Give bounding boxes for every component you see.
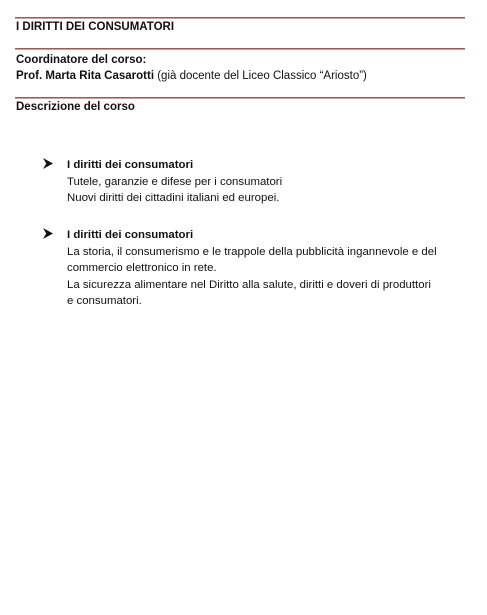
title-rule [15,48,465,50]
description-label: Descrizione del corso [16,101,135,113]
bullet-line: commercio elettronico in rete. [67,262,217,274]
arrowhead-bullet-icon [43,228,53,239]
coordinator-label: Coordinatore del corso: [16,54,147,66]
bullet-line: La sicurezza alimentare nel Diritto alla salute, diritti e doveri di produttori [67,278,431,291]
top-rule [15,17,465,19]
bullet-body [67,157,483,207]
bullet-heading: I diritti dei consumatori [67,229,194,241]
coordinator-rule [15,97,465,99]
coordinator-note: (già docente del Liceo Classico “Ariosto”) [154,70,367,82]
bullet-line: Nuovi diritti dei cittadini italiani ed europei. [67,192,280,204]
bullet-line: Tutele, garanzie e difese per i consumatori [67,175,283,188]
arrowhead-bullet-icon [43,158,53,169]
coordinator-name: Prof. Marta Rita Casarotti [16,70,155,82]
bullet-body [67,227,483,310]
bullet-line: e consumatori. [67,295,142,307]
bullet-heading: I diritti dei consumatori [67,159,194,171]
course-title: I DIRITTI DEI CONSUMATORI [16,21,175,33]
coordinator-line [16,68,367,84]
bullet-line: La storia, il consumerismo e le trappole della pubblicità ingannevole e del [67,245,437,258]
